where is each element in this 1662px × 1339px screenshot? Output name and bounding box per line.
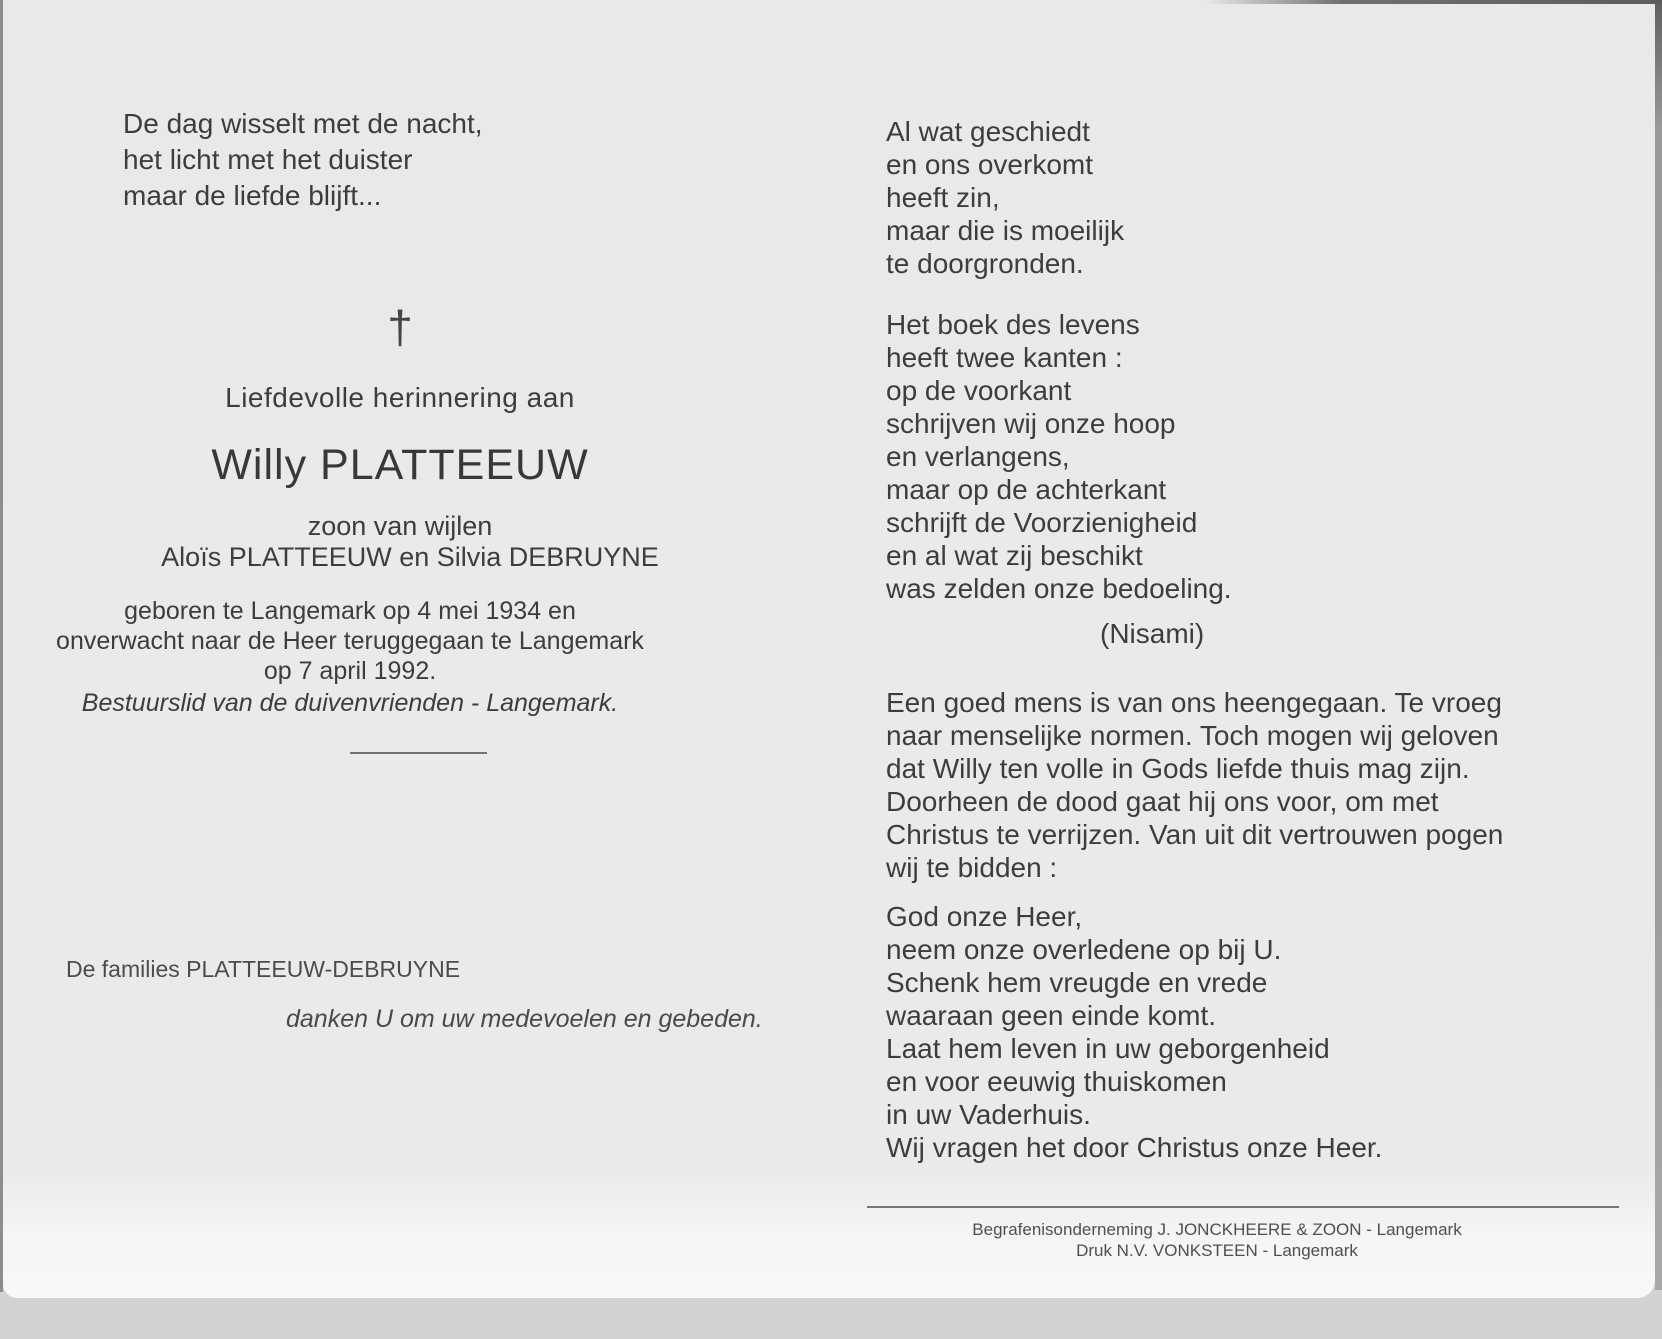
paragraph-line: Christus te verrijzen. Van uit dit vertrouwen pogen <box>886 819 1504 850</box>
stanza-line: te doorgronden. <box>886 248 1084 279</box>
verse-line: De dag wisselt met de nacht, <box>123 108 483 139</box>
stanza-line: schrijft de Voorzienigheid <box>886 507 1198 538</box>
thanks-line: danken U om uw medevoelen en gebeden. <box>286 1005 763 1033</box>
stanza-line: Het boek des levens <box>886 309 1140 340</box>
deceased-name: Willy PLATTEEUW <box>211 441 589 489</box>
paragraph-line: naar menselijke normen. Toch mogen wij geloven <box>886 720 1499 751</box>
stanza-line: heeft twee kanten : <box>886 342 1123 373</box>
stanza-line: Al wat geschiedt <box>886 116 1090 147</box>
verse-line: het licht met het duister <box>123 144 413 175</box>
prayer-text <box>886 900 1382 1164</box>
eulogy-paragraph <box>886 686 1503 884</box>
prayer-line: in uw Vaderhuis. <box>886 1099 1091 1130</box>
stanza-line: en verlangens, <box>886 441 1070 472</box>
prayer-line: Laat hem leven in uw geborgenheid <box>886 1033 1330 1064</box>
stanza-line: op de voorkant <box>886 375 1072 406</box>
prayer-line: waaraan geen einde komt. <box>886 1000 1216 1031</box>
parents-intro: zoon van wijlen <box>307 511 493 541</box>
memorial-intro: Liefdevolle herinnering aan <box>225 382 575 413</box>
life-line: geboren te Langemark op 4 mei 1934 en <box>124 597 576 625</box>
prayer-line: God onze Heer, <box>886 901 1083 932</box>
stanza-line: en al wat zij beschikt <box>886 540 1143 571</box>
stanza-line: heeft zin, <box>886 182 1000 213</box>
stanza-line: maar die is moeilijk <box>886 215 1125 246</box>
prayer-line: neem onze overledene op bij U. <box>886 934 1282 965</box>
prayer-line: Schenk hem vreugde en vrede <box>886 967 1268 998</box>
parents-names: Aloïs PLATTEEUW en Silvia DEBRUYNE <box>161 542 659 572</box>
stanza-line: was zelden onze bedoeling. <box>886 573 1232 604</box>
prayer-line: Wij vragen het door Christus onze Heer. <box>886 1132 1383 1163</box>
printer-credits <box>886 1219 1548 1261</box>
scan-edge-top <box>1205 0 1662 4</box>
paragraph-line: Een goed mens is van ons heengegaan. Te vroeg <box>886 687 1502 718</box>
scan-edge-right <box>1655 0 1662 1290</box>
stanza-line: schrijven wij onze hoop <box>886 408 1176 439</box>
families-line: De families PLATTEEUW-DEBRUYNE <box>66 956 461 982</box>
birth-death-dates <box>0 596 700 686</box>
reflection-stanza-2 <box>886 308 1232 605</box>
reflection-stanza-1 <box>886 115 1124 280</box>
cross-icon: † <box>387 301 413 353</box>
quote-attribution: (Nisami) <box>1100 618 1205 649</box>
scan-background-band <box>0 1298 1662 1339</box>
opening-verse <box>123 106 483 214</box>
paragraph-line: dat Willy ten volle in Gods liefde thuis mag zijn. <box>886 753 1470 784</box>
life-line: onverwacht naar de Heer teruggegaan te Langemark <box>56 627 644 655</box>
paragraph-line: wij te bidden : <box>886 852 1058 883</box>
membership-note: Bestuurslid van de duivenvrienden - Langemark. <box>81 689 619 717</box>
scan-edge-left <box>0 0 3 1292</box>
life-line: op 7 april 1992. <box>263 657 437 685</box>
stanza-line: en ons overkomt <box>886 149 1093 180</box>
funeral-home-line: Begrafenisonderneming J. JONCKHEERE & ZOON - Langemark <box>972 1220 1462 1239</box>
short-divider-line <box>350 752 487 754</box>
paragraph-line: Doorheen de dood gaat hij ons voor, om met <box>886 786 1439 817</box>
stanza-line: maar op de achterkant <box>886 474 1167 505</box>
footer-divider-line <box>867 1206 1619 1208</box>
print-shop-line: Druk N.V. VONKSTEEN - Langemark <box>1076 1241 1358 1260</box>
prayer-line: en voor eeuwig thuiskomen <box>886 1066 1227 1097</box>
verse-line: maar de liefde blijft... <box>123 180 382 211</box>
